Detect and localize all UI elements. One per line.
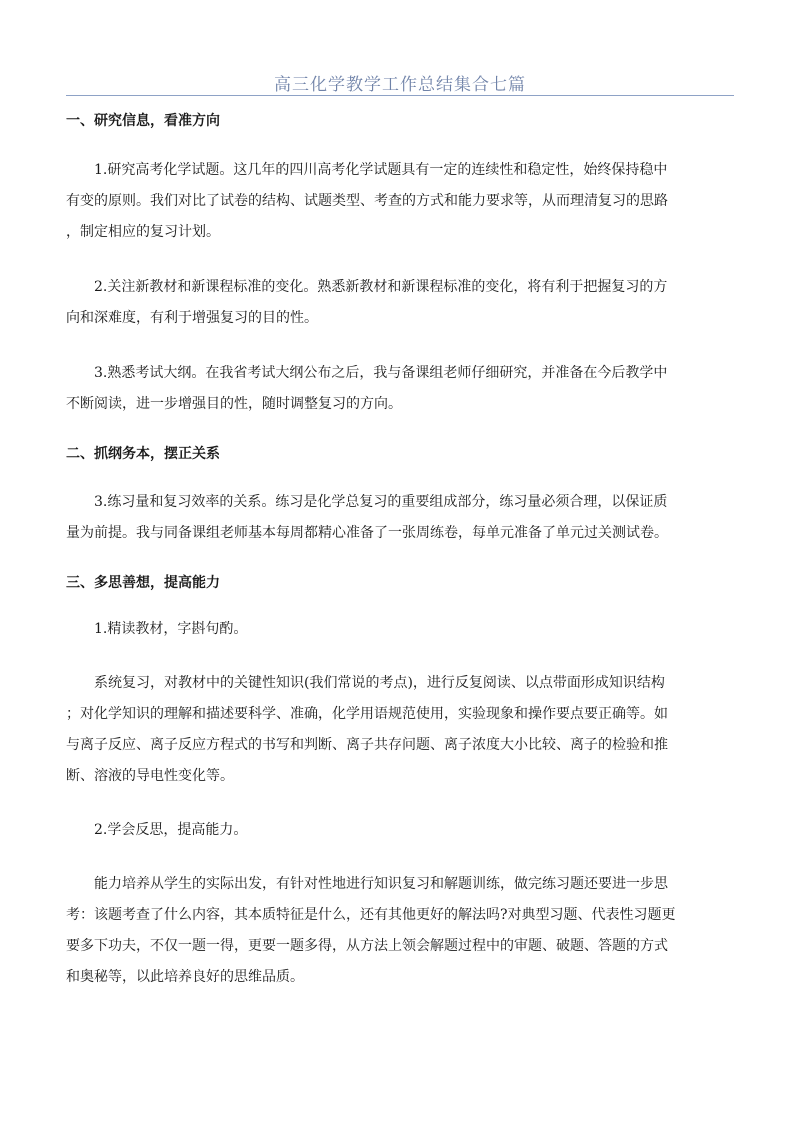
paragraph: 2.关注新教材和新课程标准的变化。熟悉新教材和新课程标准的变化，将有利于把握复习的方 向和深难度，有利于增强复习的目的性。 [66, 279, 668, 326]
paragraph: 1.精读教材，字斟句酌。 [94, 621, 248, 637]
paragraph: 3.熟悉考试大纲。在我省考试大纲公布之后，我与备课组老师仔细研究，并准备在今后教学中 不断阅读，进一步增强目的性，随时调整复习的方向。 [66, 365, 668, 412]
title-divider [66, 95, 734, 96]
document-title: 高三化学教学工作总结集合七篇 [274, 75, 526, 95]
section-heading: 二、抓纲务本，摆正关系 [66, 446, 220, 462]
paragraph: 系统复习，对教材中的关键性知识(我们常说的考点)，进行反复阅读、以点带面形成知识结构 ；对化学知识的理解和描述要科学、准确，化学用语规范使用，实验现象和操作要点要正确等。如 与离子反应、离子反应方程式的书写和判断、离子共存问题、离子浓度大小比较、离子的检验和推 断、溶液的导电性变化等。 [66, 675, 668, 784]
paragraph: 能力培养从学生的实际出发，有针对性地进行知识复习和解题训练，做完练习题还要进一步思 考：该题考查了什么内容，其本质特征是什么，还有其他更好的解法吗?对典型习题、代表性习题更 要多下功夫，不仅一题一得，更要一题多得，从方法上领会解题过程中的审题、破题、答题的方式 和奥秘等，以此培养良好的思维品质。 [66, 876, 676, 985]
paragraph: 3.练习量和复习效率的关系。练习是化学总复习的重要组成部分，练习量必须合理，以保证质 量为前提。我与同备课组老师基本每周都精心准备了一张周练卷，每单元准备了单元过关测试卷。 [66, 494, 668, 541]
paragraph: 1.研究高考化学试题。这几年的四川高考化学试题具有一定的连续性和稳定性，始终保持稳中 有变的原则。我们对比了试卷的结构、试题类型、考查的方式和能力要求等，从而理清复习的思路 ，制定相应的复习计划。 [66, 162, 668, 240]
document-body [66, 106, 734, 993]
paragraph: 2.学会反思，提高能力。 [94, 822, 248, 838]
section-heading: 一、研究信息，看准方向 [66, 113, 220, 129]
section-heading: 三、多思善想，提高能力 [66, 575, 220, 591]
